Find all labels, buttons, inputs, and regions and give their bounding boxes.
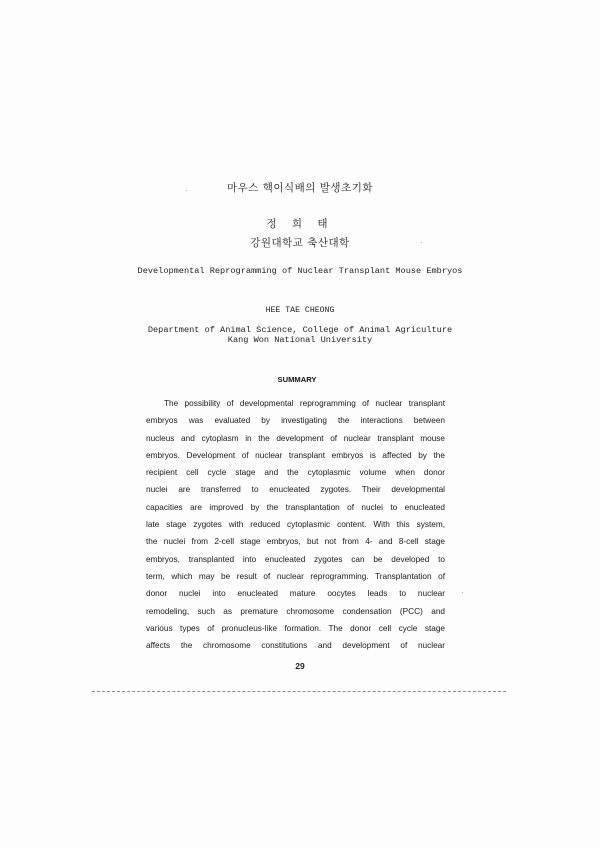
summary-line: various types of pronucleus-like formation. The donor cell cycle stage xyxy=(146,623,445,633)
korean-affiliation: 강원대학교 축산대학 xyxy=(250,237,350,249)
summary-line: donor nuclei into enucleated mature oocytes leads to nuclear xyxy=(146,589,445,599)
summary-body xyxy=(146,395,445,654)
summary-line: term, which may be result of nuclear reprogramming. Transplantation of xyxy=(146,571,445,581)
footer-divider xyxy=(92,691,506,692)
korean-author: 정 희 태 xyxy=(266,218,334,230)
summary-line: capacities are improved by the transplantation of nuclei to enucleated xyxy=(146,502,445,512)
english-affiliation-university: Kang Won National University xyxy=(227,335,373,345)
summary-line: affects the chromosome constitutions and development of nuclear xyxy=(146,641,445,651)
scan-speck xyxy=(462,592,463,593)
summary-line: nuclei are transferred to enucleated zygotes. Their developmental xyxy=(146,485,445,495)
korean-title: 마우스 핵이식배의 발생초기화 xyxy=(226,182,374,194)
summary-line: late stage zygotes with reduced cytoplasmic content. With this system, xyxy=(146,520,445,530)
page-number: 29 xyxy=(295,661,305,671)
summary-line: embryos, transplanted into enucleated zygotes can be developed to xyxy=(146,554,445,564)
scan-speck xyxy=(421,242,422,243)
summary-line: embryos was evaluated by investigating the interactions between xyxy=(146,416,445,426)
english-affiliation-department: Department of Animal Science, College of Animal Agriculture xyxy=(147,325,453,335)
summary-heading: SUMMARY xyxy=(277,375,317,384)
summary-line: nucleus and cytoplasm in the development of nuclear transplant mouse xyxy=(146,433,445,443)
english-title: Developmental Reprogramming of Nuclear Transplant Mouse Embryos xyxy=(137,266,463,276)
english-author: HEE TAE CHEONG xyxy=(265,306,335,315)
summary-line: recipient cell cycle stage and the cytoplasmic volume when donor xyxy=(146,468,445,478)
scan-speck xyxy=(186,190,187,191)
summary-line: embryos. Development of nuclear transplant embryos is affected by the xyxy=(146,450,445,460)
summary-line: remodeling, such as premature chromosome condensation (PCC) and xyxy=(146,606,445,616)
summary-line: the nuclei from 2-cell stage embryos, but not from 4- and 8-cell stage xyxy=(146,537,445,547)
summary-line: The possibility of developmental reprogramming of nuclear transplant xyxy=(164,399,445,408)
